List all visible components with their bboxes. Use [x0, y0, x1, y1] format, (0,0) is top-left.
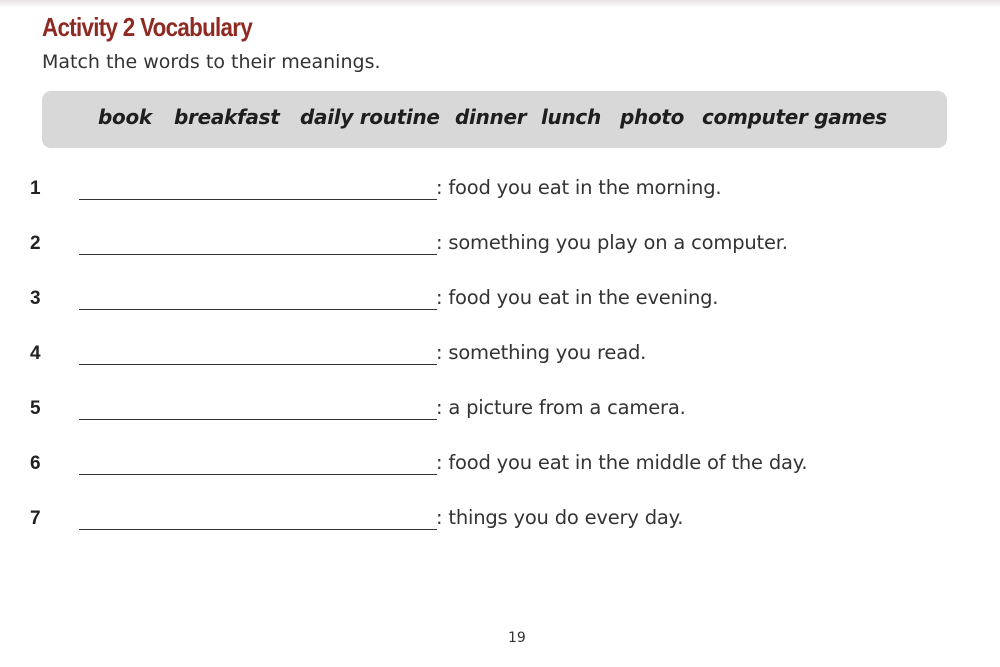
item-number: 2: [30, 233, 41, 254]
answer-blank[interactable]: [79, 253, 437, 255]
word-bank-item-lunch: lunch: [541, 105, 601, 129]
instruction-text: Match the words to their meanings.: [42, 51, 381, 73]
item-meaning: : food you eat in the morning.: [436, 176, 722, 199]
answer-blank[interactable]: [79, 418, 437, 420]
answer-blank[interactable]: [79, 363, 437, 365]
item-meaning: : food you eat in the evening.: [436, 286, 719, 309]
word-bank-item-computer-games: computer games: [702, 105, 887, 129]
answer-blank[interactable]: [79, 473, 437, 475]
item-number: 1: [30, 178, 41, 199]
item-number: 4: [30, 343, 41, 364]
exercise-item: [0, 508, 1000, 548]
word-bank-item-dinner: dinner: [455, 105, 527, 129]
item-number: 3: [30, 288, 41, 309]
exercise-item: [0, 398, 1000, 438]
page-number: 19: [508, 630, 526, 646]
answer-blank[interactable]: [79, 308, 437, 310]
exercise-item: [0, 178, 1000, 218]
word-bank-item-photo: photo: [620, 105, 685, 129]
activity-title: Activity 2 Vocabulary: [42, 12, 253, 42]
item-meaning: : something you play on a computer.: [436, 231, 788, 254]
top-edge-decoration: [0, 0, 1000, 8]
item-number: 7: [30, 508, 41, 529]
exercise-item: [0, 233, 1000, 273]
answer-blank[interactable]: [79, 528, 437, 530]
exercise-item: [0, 343, 1000, 383]
item-number: 6: [30, 453, 41, 474]
item-meaning: : food you eat in the middle of the day.: [436, 451, 808, 474]
word-bank-item-daily-routine: daily routine: [300, 105, 440, 129]
item-meaning: : a picture from a camera.: [436, 396, 686, 419]
answer-blank[interactable]: [79, 198, 437, 200]
item-meaning: : things you do every day.: [436, 506, 684, 529]
exercise-item: [0, 288, 1000, 328]
word-bank-item-book: book: [98, 105, 152, 129]
word-bank-item-breakfast: breakfast: [174, 105, 280, 129]
exercise-item: [0, 453, 1000, 493]
item-meaning: : something you read.: [436, 341, 647, 364]
item-number: 5: [30, 398, 41, 419]
